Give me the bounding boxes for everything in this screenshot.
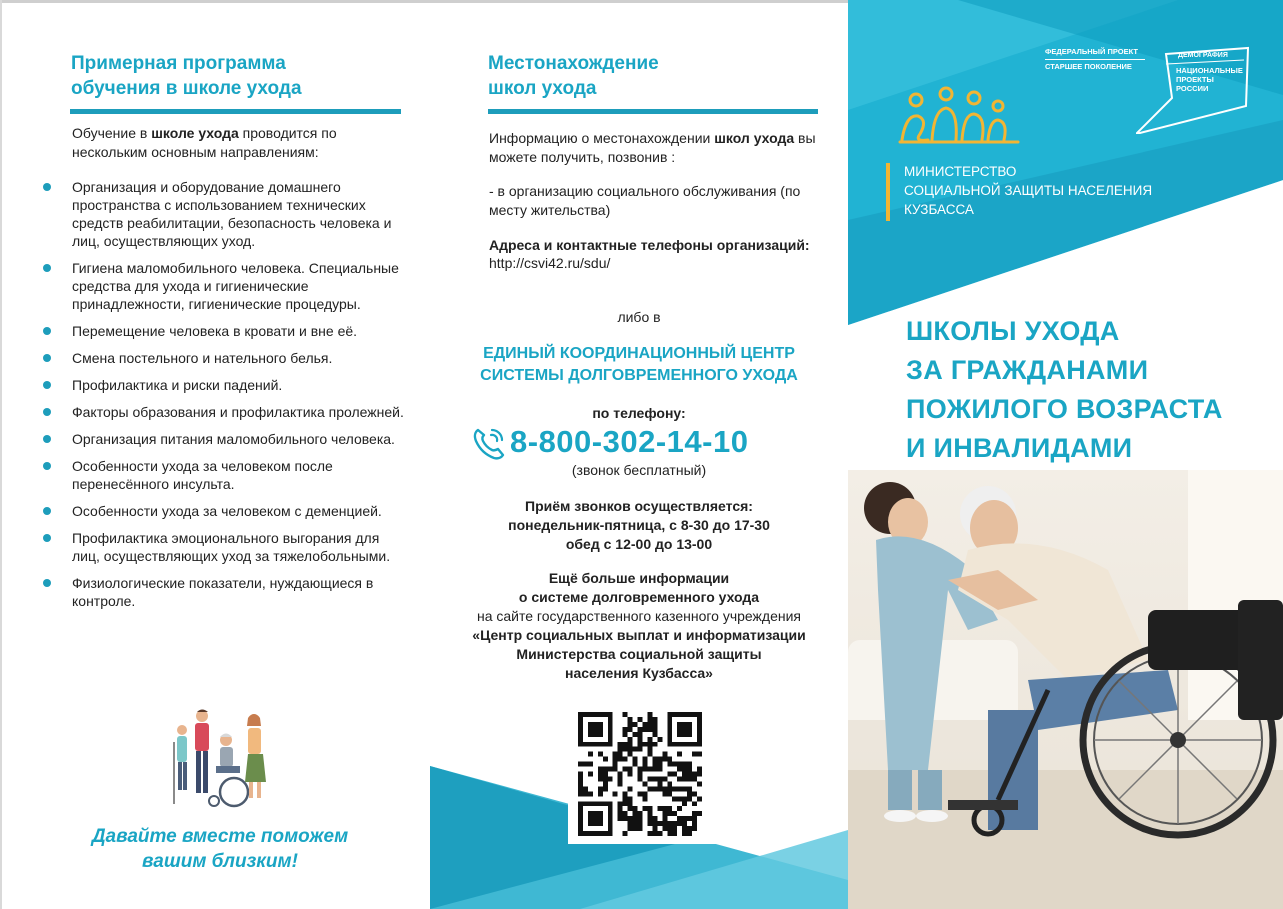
list-item-text: Организация и оборудование домашнего пространства с использованием технических средств реабилитации, безопасность человека и лиц, осуществляющих уход.	[72, 179, 392, 249]
list-item	[40, 403, 410, 421]
list-item-text: Перемещение человека в кровати и вне её.	[72, 323, 358, 339]
cover-title	[906, 312, 1276, 468]
program-heading	[71, 51, 302, 101]
program-intro	[72, 124, 392, 162]
coordination-center-title	[430, 343, 848, 387]
cover-title-line: ШКОЛЫ УХОДА	[906, 316, 1120, 346]
national-projects-text	[1176, 66, 1243, 93]
program-heading-line: обучения в школе ухода	[71, 78, 302, 99]
list-item-text: Факторы образования и профилактика пролежней.	[72, 404, 404, 420]
list-item	[40, 457, 410, 493]
intro-text: проводится по нескольким основным направлениям:	[72, 125, 337, 160]
sdu-link[interactable]: http://csvi42.ru/sdu/	[489, 255, 611, 271]
info-text: вы можете получить, позвонив :	[489, 130, 816, 165]
intro-text: Обучение в	[72, 125, 152, 141]
bullet-icon	[43, 327, 51, 335]
organization-line: - в организацию социального обслуживания (по месту жительства)	[489, 183, 801, 218]
bullet-icon	[43, 264, 51, 272]
list-item	[40, 529, 410, 565]
free-call-note: (звонок бесплатный)	[571, 462, 707, 478]
location-info	[489, 129, 829, 167]
cover-title-line: ПОЖИЛОГО ВОЗРАСТА	[906, 394, 1223, 424]
addresses-label: Адреса и контактные телефоны организаций:	[489, 237, 810, 253]
list-item-text: Особенности ухода за человеком с деменцией.	[72, 503, 382, 519]
ministry-line: КУЗБАССА	[904, 202, 974, 217]
list-item	[40, 376, 410, 394]
list-item-text: Профилактика и риски падений.	[72, 377, 283, 393]
ministry-line: МИНИСТЕРСТВО	[904, 164, 1017, 179]
hotline-phone-number[interactable]: 8-800-302-14-10	[510, 424, 749, 459]
np-line: ПРОЕКТЫ	[1176, 75, 1214, 84]
phone-row	[470, 422, 810, 462]
list-item-text: Особенности ухода за человеком после перенесённого инсульта.	[72, 458, 333, 492]
bullet-icon	[43, 183, 51, 191]
qr-code-box	[568, 702, 716, 844]
more-info-line: Ещё больше информации	[548, 570, 730, 586]
bullet-icon	[43, 381, 51, 389]
list-item	[40, 430, 410, 448]
or-text: либо в	[617, 309, 661, 325]
cover-title-line: ЗА ГРАЖДАНАМИ	[906, 355, 1149, 385]
slogan	[50, 824, 390, 874]
cover-title-line: И ИНВАЛИДАМИ	[906, 433, 1133, 463]
list-item-text: Профилактика эмоционального выгорания для лиц, осуществляющих уход за тяжелобольными.	[72, 530, 391, 564]
panel-cover	[848, 0, 1283, 909]
intro-bold-text: школе ухода	[151, 125, 239, 141]
program-heading-rule	[70, 109, 401, 114]
qr-code[interactable]	[578, 712, 702, 836]
list-item	[40, 574, 410, 610]
panel-program	[0, 0, 430, 909]
center-title-line: СИСТЕМЫ ДОЛГОВРЕМЕННОГО УХОДА	[480, 367, 798, 384]
hours-line: Приём звонков осуществляется:	[525, 498, 753, 514]
institution-line: Министерства социальной защиты	[516, 646, 762, 662]
bullet-icon	[43, 534, 51, 542]
more-info-line: о системе долговременного ухода	[518, 589, 760, 605]
bullet-icon	[43, 435, 51, 443]
slogan-line: Давайте вместе поможем	[91, 826, 349, 847]
by-phone-label: по телефону:	[592, 405, 686, 421]
program-list	[40, 178, 410, 619]
list-item-text: Физиологические показатели, нуждающиеся в контроле.	[72, 575, 374, 609]
demography-label: ДЕМОГРАФИЯ	[1178, 52, 1228, 59]
list-item-text: Гигиена маломобильного человека. Специальные средства для ухода и гигиенические принадлежности, гигиенические процедуры.	[72, 260, 399, 312]
bullet-icon	[43, 579, 51, 587]
slogan-line: вашим близким!	[142, 851, 298, 872]
location-heading	[488, 51, 659, 101]
federal-project-text: ФЕДЕРАЛЬНЫЙ ПРОЕКТ	[1045, 46, 1145, 60]
ministry-line: СОЦИАЛЬНОЙ ЗАЩИТЫ НАСЕЛЕНИЯ	[904, 183, 1153, 198]
info-text: Информацию о местонахождении	[489, 130, 715, 146]
caregivers-illustration	[168, 706, 272, 814]
program-heading-line: Примерная программа	[71, 53, 286, 74]
site-line: на сайте государственного казенного учреждения	[476, 608, 801, 624]
more-info-block	[430, 569, 848, 683]
list-item	[40, 502, 410, 520]
list-item-text: Организация питания маломобильного человека.	[72, 431, 395, 447]
hours-line: понедельник-пятница, с 8-30 до 17-30	[508, 517, 770, 533]
panel-location	[430, 0, 848, 909]
list-item	[40, 178, 410, 250]
hours-line: обед с 12-00 до 13-00	[565, 536, 713, 552]
ministry-logo-icon	[898, 86, 1028, 148]
ministry-name	[904, 162, 1174, 219]
np-line: НАЦИОНАЛЬНЫЕ	[1176, 66, 1243, 75]
institution-line: населения Кузбасса»	[565, 665, 713, 681]
list-item	[40, 322, 410, 340]
location-heading-line: школ ухода	[488, 78, 597, 99]
list-item-text: Смена постельного и нательного белья.	[72, 350, 333, 366]
caregiver-photo	[848, 470, 1283, 909]
location-heading-rule	[488, 109, 818, 114]
bullet-icon	[43, 507, 51, 515]
older-generation-text: СТАРШЕЕ ПОКОЛЕНИЕ	[1045, 62, 1132, 71]
call-hours	[430, 497, 848, 554]
bullet-icon	[43, 462, 51, 470]
phone-icon	[470, 424, 508, 462]
bullet-icon	[43, 408, 51, 416]
location-heading-line: Местонахождение	[488, 53, 659, 74]
institution-line: «Центр социальных выплат и информатизации	[472, 627, 806, 643]
bullet-icon	[43, 354, 51, 362]
info-bold-text: школ ухода	[714, 130, 795, 146]
np-line: РОССИИ	[1176, 84, 1209, 93]
list-item	[40, 349, 410, 367]
ministry-accent-bar	[886, 163, 890, 221]
list-item	[40, 259, 410, 313]
federal-project-label	[1045, 46, 1145, 73]
center-title-line: ЕДИНЫЙ КООРДИНАЦИОННЫЙ ЦЕНТР	[483, 345, 795, 362]
